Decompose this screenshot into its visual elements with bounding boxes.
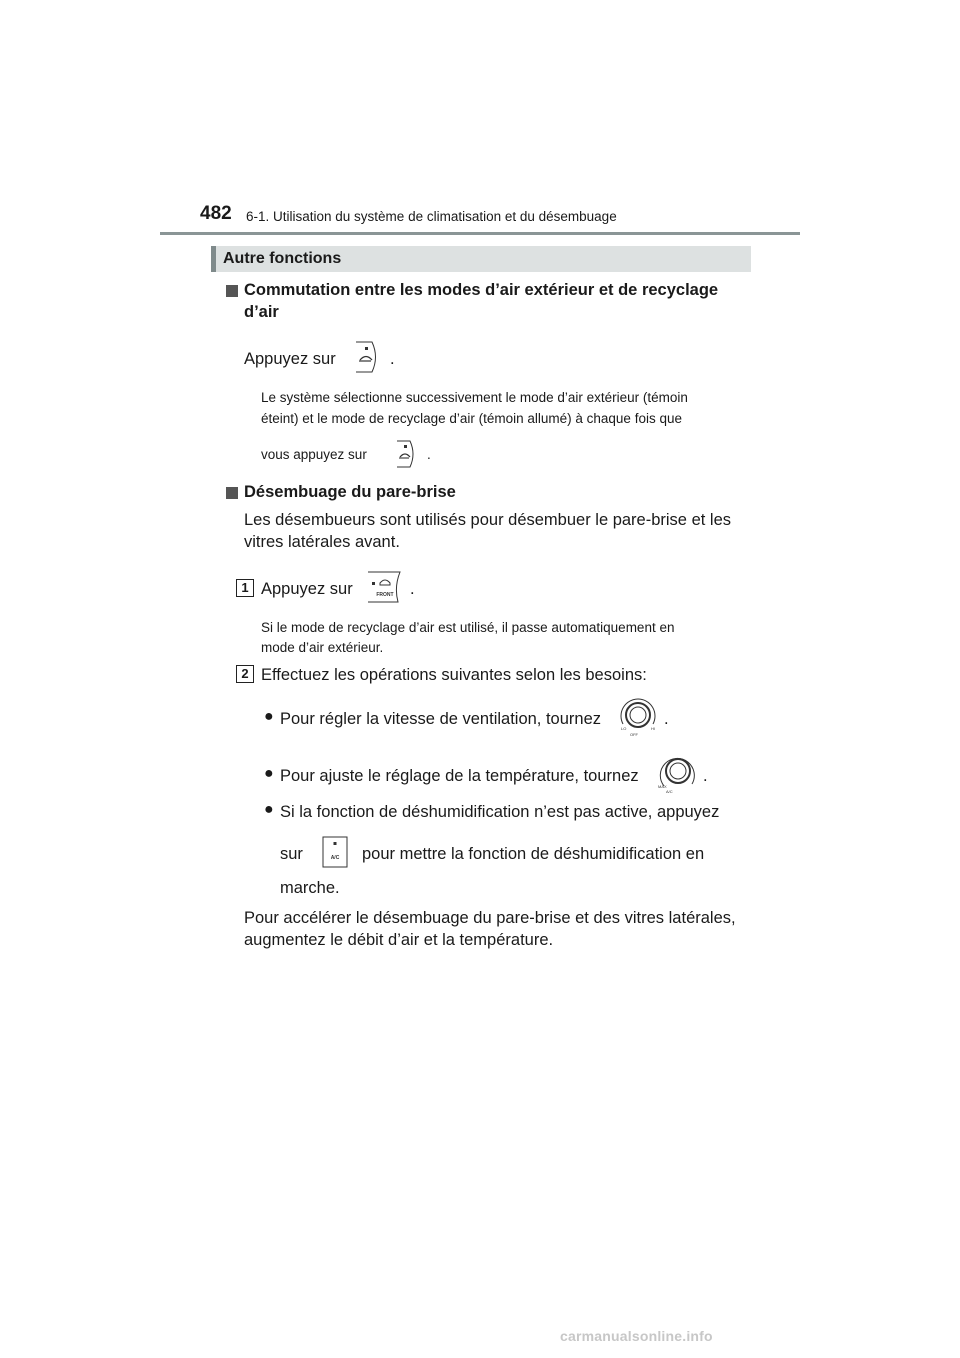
bullet-ac-sur: sur: [280, 845, 303, 863]
svg-text:FRONT: FRONT: [376, 592, 394, 598]
recycle-press-text: Appuyez sur: [244, 350, 336, 368]
svg-text:A/C: A/C: [330, 855, 340, 861]
step-1-badge: 1: [236, 579, 254, 597]
svg-text:A/C: A/C: [666, 789, 673, 794]
defog-intro-line1: Les désembueurs sont utilisés pour désembuer le pare-brise et les: [244, 511, 732, 529]
defog-outro-line1: Pour accélérer le désembuage du pare-brise et des vitres latérales,: [244, 909, 736, 927]
step-1-note-line1: Si le mode de recyclage d’air est utilisé, il passe automatiquement en: [261, 620, 675, 635]
bullet-ac-line1: Si la fonction de déshumidification n’est pas active, appuyez: [280, 803, 720, 821]
ac-button-icon: [322, 836, 348, 868]
recycle-press-period: .: [390, 350, 395, 368]
step-1-period: .: [410, 580, 415, 598]
step-2-text: Effectuez les opérations suivantes selon les besoins:: [261, 666, 647, 684]
defog-outro-line2: augmentez le débit d’air et la température.: [244, 931, 554, 949]
bullet-temp-period: .: [703, 767, 708, 785]
step-1-note-line2: mode d’air extérieur.: [261, 640, 384, 655]
svg-text:OFF: OFF: [630, 732, 638, 737]
recycle-heading-line1: Commutation entre les modes d’air extérieur et de recyclage: [244, 281, 719, 299]
recycle-note-line3: vous appuyez sur: [261, 447, 367, 462]
square-bullet-icon: [226, 486, 238, 504]
chapter-title: 6-1. Utilisation du système de climatisation et du désembuage: [246, 209, 617, 224]
bullet-ac-line3: marche.: [280, 879, 340, 897]
bullet-fan-period: .: [664, 710, 669, 728]
recycle-heading-line2: d’air: [244, 303, 279, 321]
svg-text:LO: LO: [621, 726, 627, 731]
bullet-dot: ●: [264, 765, 274, 782]
recirculation-button-icon: [354, 341, 380, 373]
step-1-text: Appuyez sur: [261, 580, 353, 598]
bullet-dot: ●: [264, 708, 274, 725]
temperature-knob-icon: [656, 750, 698, 794]
defog-heading: Désembuage du pare-brise: [244, 483, 456, 501]
bullet-fan-text: Pour régler la vitesse de ventilation, tournez: [280, 710, 602, 728]
bullet-temp-text: Pour ajuste le réglage de la température, tournez: [280, 767, 639, 785]
recirculation-button-icon-small: [395, 440, 417, 468]
defog-intro-line2: vitres latérales avant.: [244, 533, 400, 551]
fan-speed-knob-icon: [617, 694, 659, 738]
recycle-note-line2: éteint) et le mode de recyclage d’air (témoin allumé) à chaque fois que: [261, 411, 682, 426]
recycle-note-period: .: [427, 447, 431, 462]
header-divider: [160, 232, 800, 235]
page-number: 482: [200, 203, 232, 224]
recycle-note-line1: Le système sélectionne successivement le mode d’air extérieur (témoin: [261, 390, 688, 405]
section-title: Autre fonctions: [223, 250, 342, 267]
svg-text:HI: HI: [651, 726, 655, 731]
bullet-dot: ●: [264, 801, 274, 818]
step-2-badge: 2: [236, 665, 254, 683]
watermark: carmanualsonline.info: [560, 1328, 713, 1344]
bullet-ac-rest: pour mettre la fonction de déshumidification en: [362, 845, 705, 863]
front-defrost-button-icon: [366, 571, 404, 603]
svg-text:MAX: MAX: [658, 784, 667, 789]
square-bullet-icon: [226, 284, 238, 302]
